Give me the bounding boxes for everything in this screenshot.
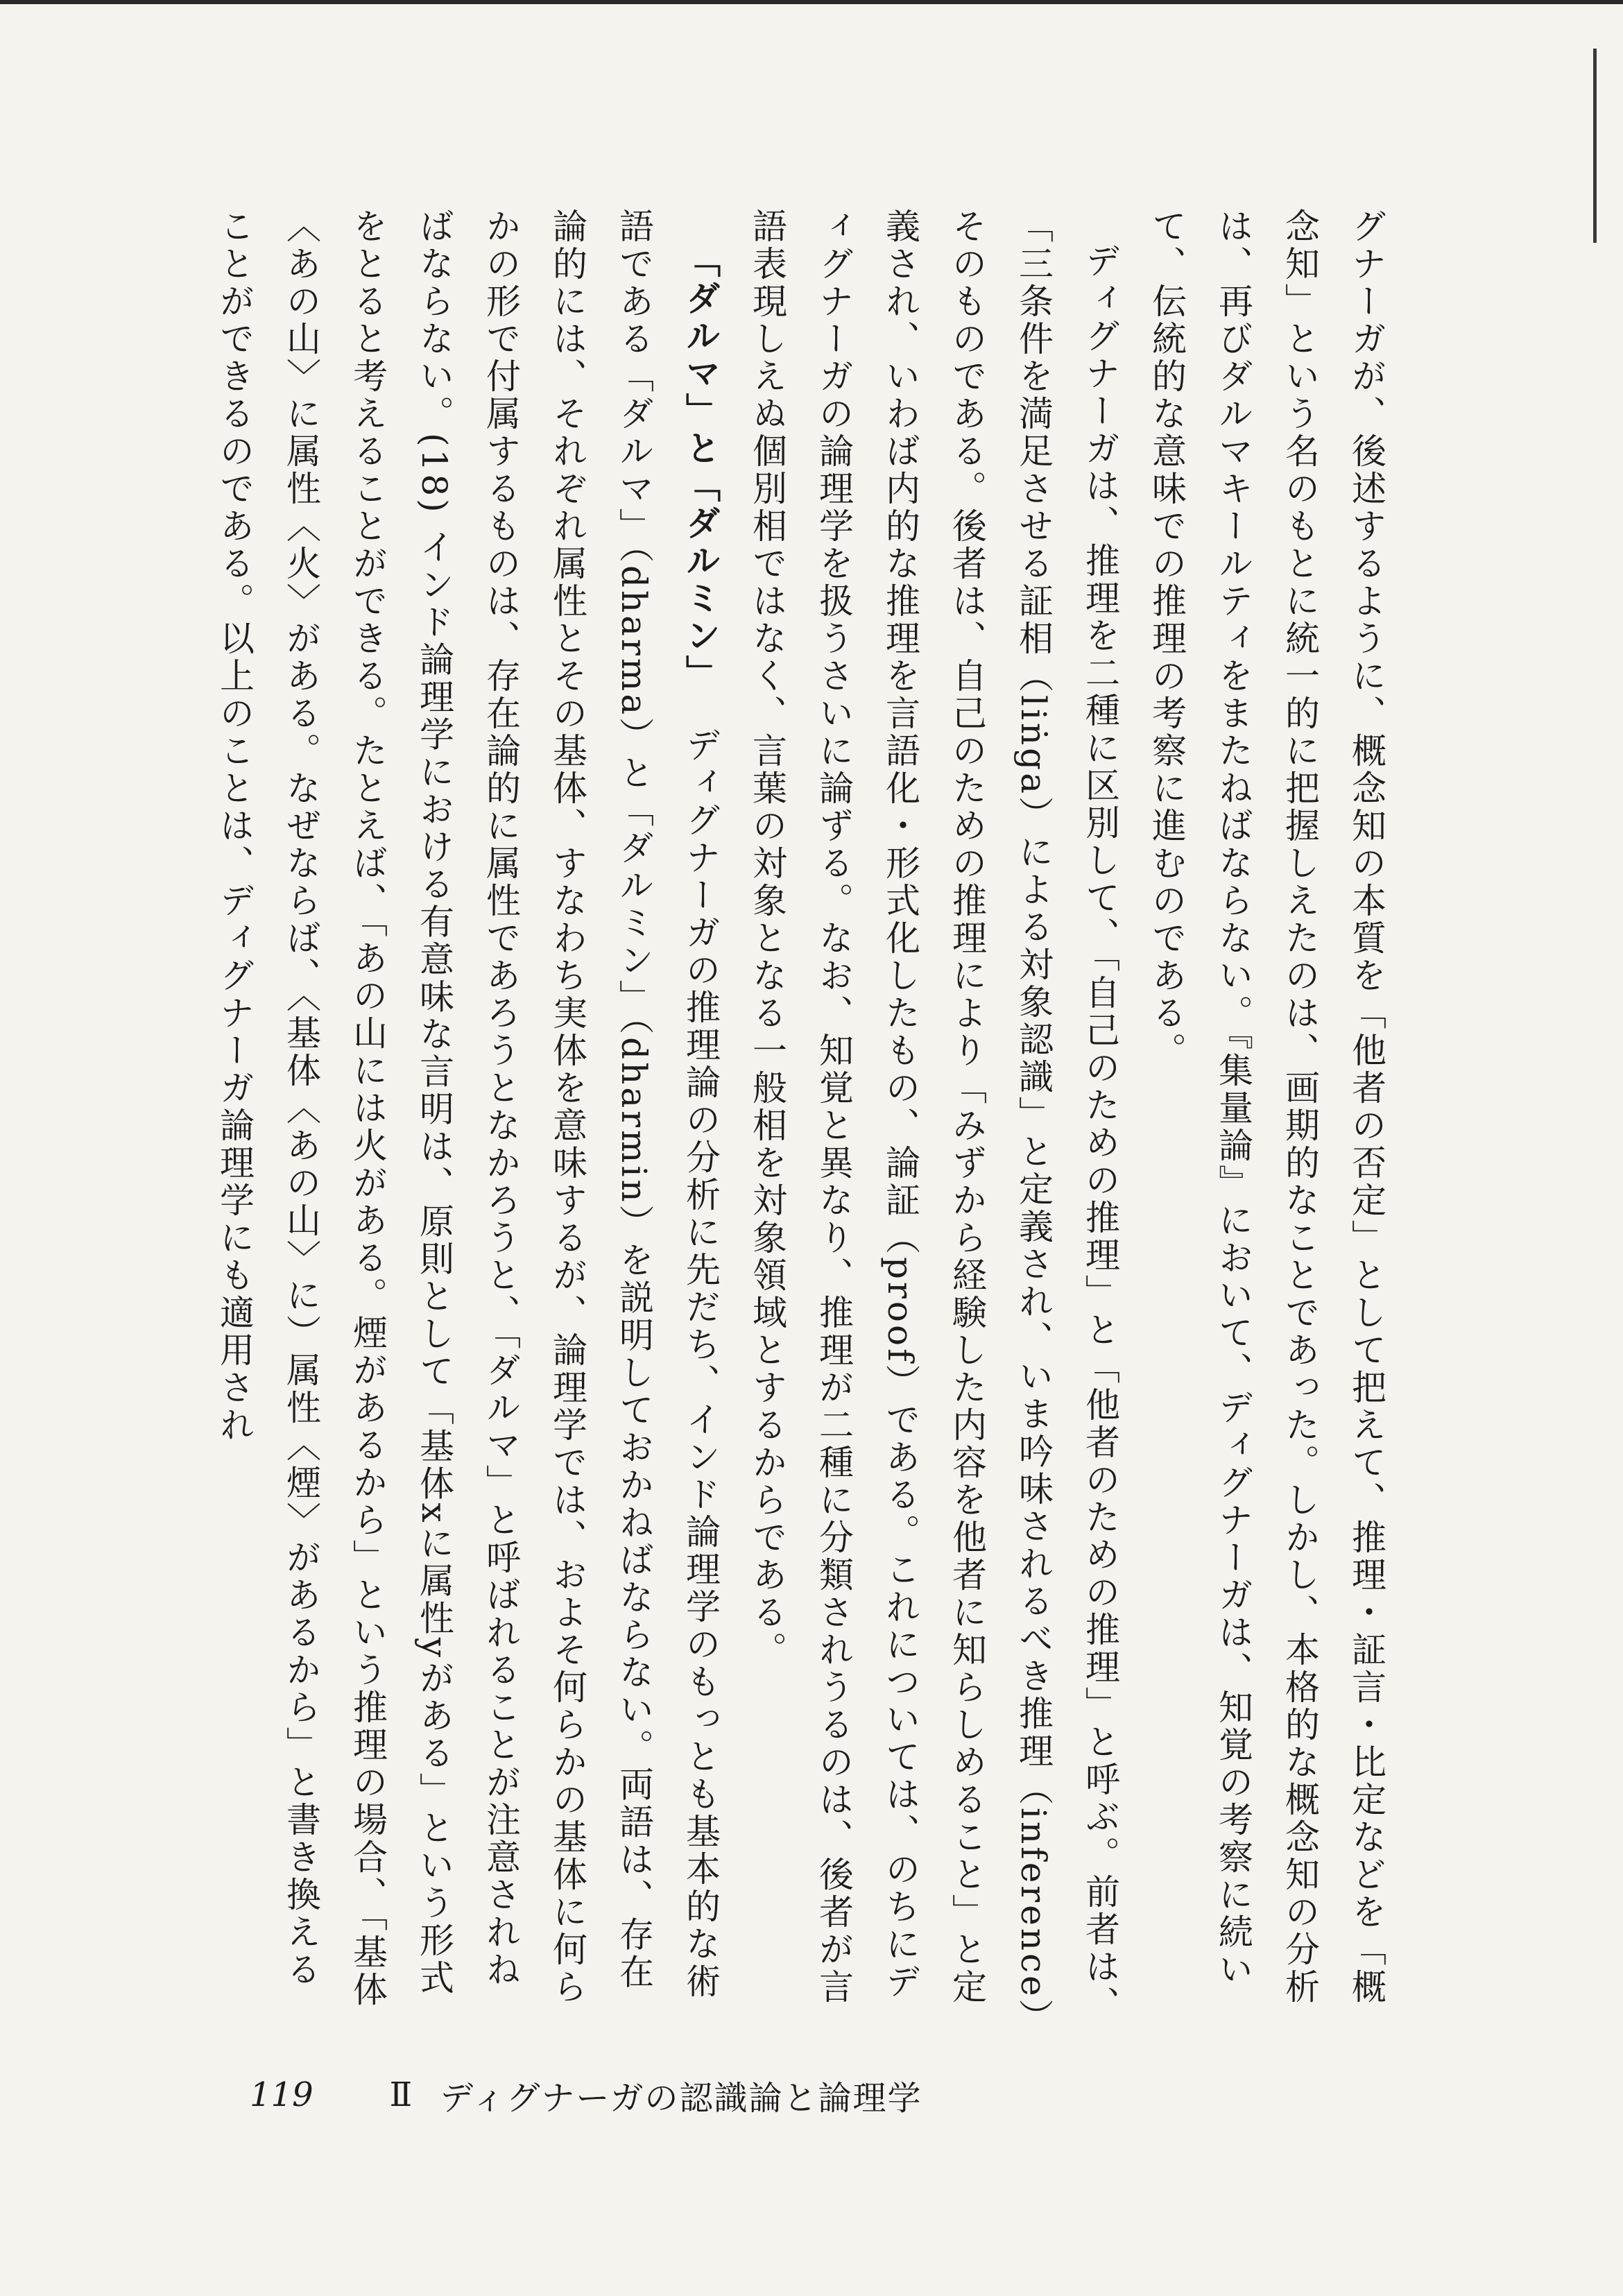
paragraph-continuation: グナーガが、後述するように、概念知の本質を「他者の否定」として把えて、推理・証言・比定などを「概念知」という名のもとに統一的に把握しえたのは、画期的なことであった。しかし、本格的な概念知の分析は、再びダルマキールティをまたねばならない。『集量論』において、ディグナーガは、知覚の考察に続いて、伝統的な意味での推理の考察に進むのである。 (1147, 208, 1386, 2006)
part-number: Ⅱ (389, 2075, 413, 2114)
page-number: 119 (250, 2075, 314, 2114)
margin-mark (1593, 49, 1597, 243)
paragraph-dignaga-inference: ディグナーガは、推理を二種に区別して、「自己のための推理」と「他者のための推理」と呼ぶ。前者は、「三条件を満足させる証相（liṅga）による対象認識」と定義され、いま吟味されるべき推理（inference）そのものである。後者は、自己のための推理により「みずから経験した内容を他者に知らしめること」と定義され、いわば内的な推理を言語化・形式化したもの、論証（proof）である。これについては、のちにディグナーガの論理学を扱うさいに論ずる。なお、知覚と異なり、推理が二種に分類されうるのは、後者が言語表現しえぬ個別相ではなく、言葉の対象となる一般相を対象領域とするからである。 (747, 208, 1120, 2023)
running-footer (250, 2074, 922, 2116)
section-body: ディグナーガの推理論の分析に先だち、インド論理学のもっとも基本的な術語である「ダルマ」（dharma）と「ダルミン」（dharmin）を説明しておかねばならない。両語は、存在論的には、それぞれ属性とその基体、すなわち実体を意味するが、論理学では、およそ何らかの基体に何らかの形で付属するものは、存在論的に属性であろうとなかろうと、「ダルマ」と呼ばれることが注意されねばならない。(18) インド論理学における有意味な言明は、原則として「基体xに属性yがある」という形式をとると考えることができる。たとえば、「あの山には火がある。煙があるから」という推理の場合、「基体〈あの山〉に属性〈火〉がある。なぜならば、〈基体〈あの山〉に）属性〈煙〉があるから」と書き換えることができるのである。以上のことは、ディグナーガ論理学にも適用され (214, 208, 721, 2009)
vertical-body-text (207, 208, 1400, 2025)
top-edge-rule (0, 0, 1623, 4)
chapter-title: ディグナーガの認識論と論理学 (440, 2078, 922, 2118)
section-dharma-dharmin (207, 208, 734, 2025)
section-heading: 「ダルマ」と「ダルミン」 (680, 243, 721, 692)
